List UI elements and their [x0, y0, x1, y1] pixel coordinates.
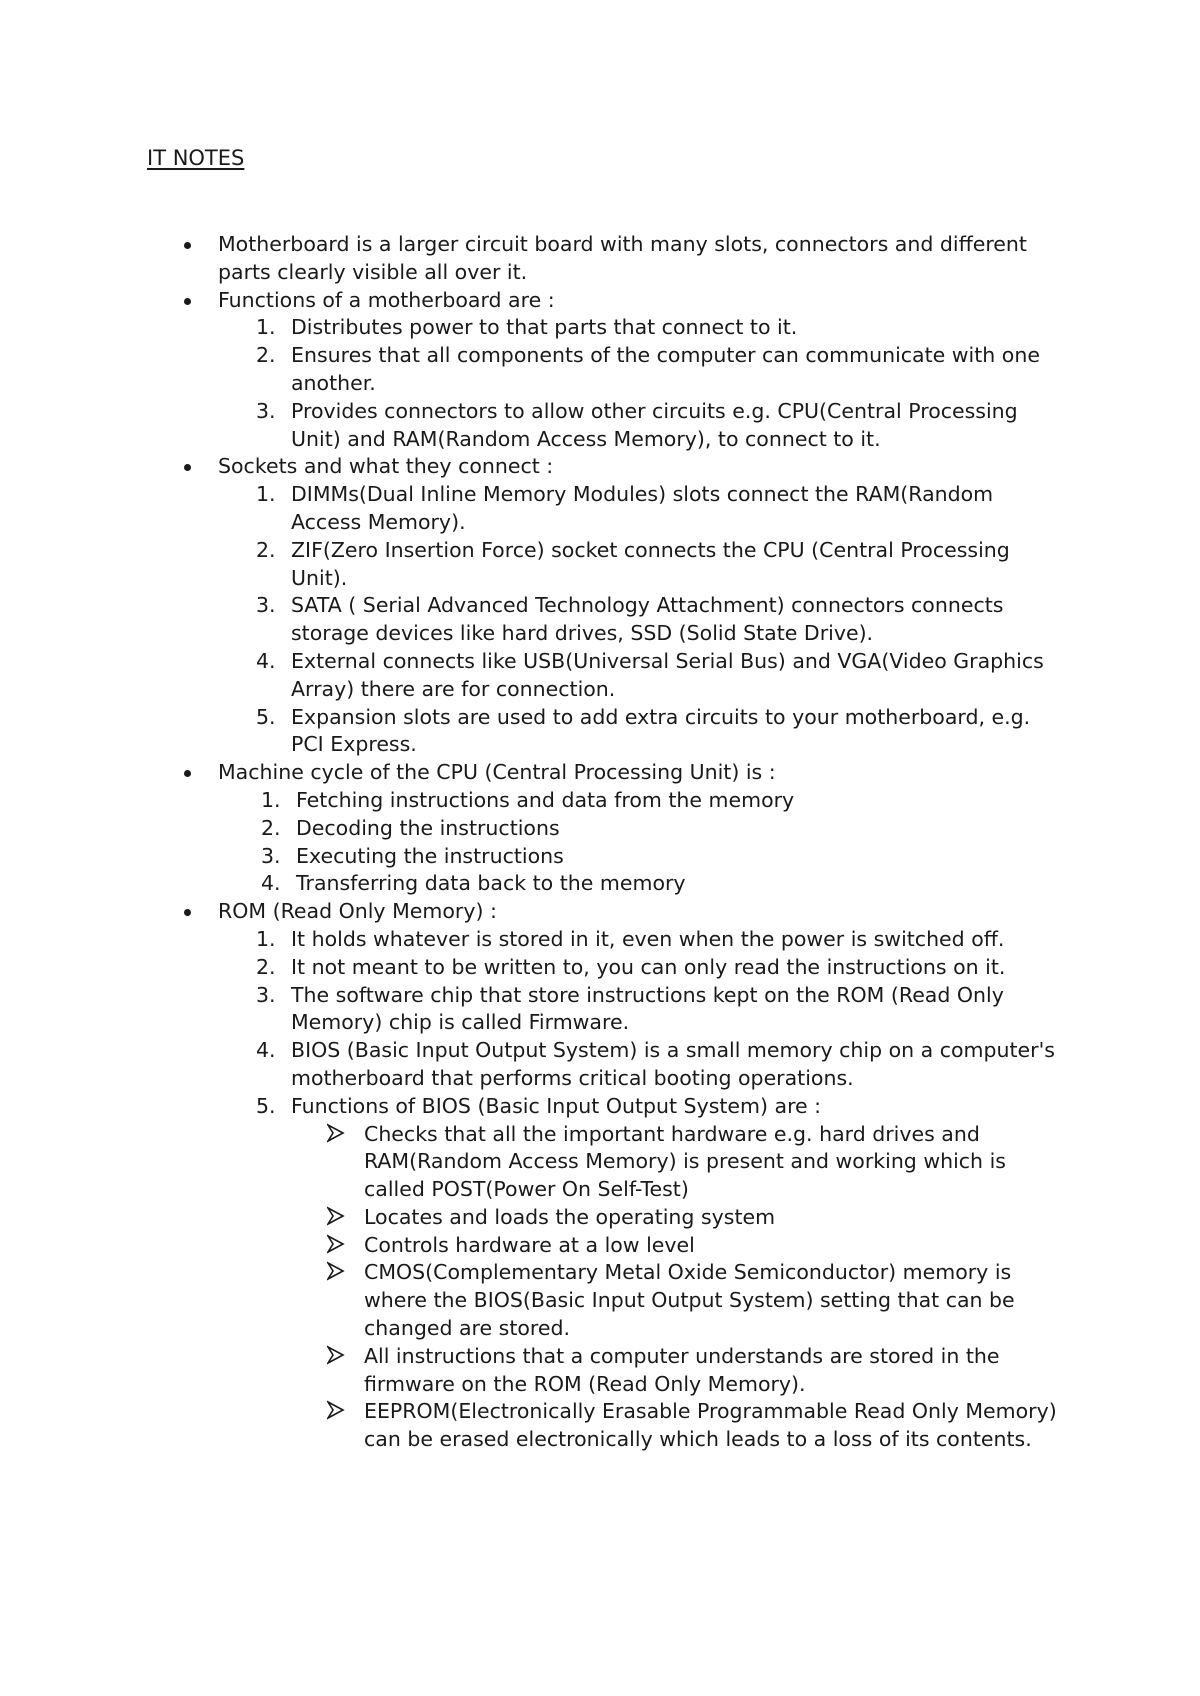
list-item-text: ZIF(Zero Insertion Force) socket connects the CPU (Central Processing Unit).	[291, 537, 1010, 590]
bullet-dot-icon	[184, 298, 191, 305]
bullet-item-rom	[0, 898, 1058, 1454]
bullet-text: Machine cycle of the CPU (Central Processing Unit) is :	[218, 760, 776, 785]
list-item	[0, 982, 1058, 1038]
arrow-bullet-icon	[327, 1345, 345, 1365]
list-item	[0, 537, 1058, 593]
list-number: 2.	[261, 815, 281, 840]
list-number: 3.	[256, 398, 276, 423]
list-item	[0, 926, 1058, 954]
bullet-dot-icon	[184, 464, 191, 471]
arrow-list-item	[0, 1343, 1058, 1399]
arrow-bullet-icon	[327, 1206, 345, 1226]
list-number: 3.	[261, 843, 281, 868]
list-item-text: Expansion slots are used to add extra circuits to your motherboard, e.g. PCI Express.	[291, 704, 1031, 757]
arrow-item-text: All instructions that a computer understands are stored in the firmware on the ROM (Read Only Memory).	[364, 1343, 1000, 1396]
list-item	[0, 954, 1058, 982]
list-item	[0, 592, 1058, 648]
arrow-list-item	[0, 1259, 1058, 1342]
list-number: 2.	[256, 537, 276, 562]
list-number: 2.	[256, 343, 276, 368]
list-item-text: Functions of BIOS (Basic Input Output System) are :	[291, 1093, 822, 1118]
list-item-text: Ensures that all components of the computer can communicate with one another.	[291, 343, 1040, 395]
list-number: 4.	[261, 871, 281, 896]
list-item	[0, 648, 1058, 704]
list-item-text: SATA ( Serial Advanced Technology Attachment) connectors connects storage devices like hard drives, SSD (Solid State Drive).	[291, 593, 1004, 646]
list-item	[0, 1093, 1058, 1454]
bullet-item-motherboard-functions	[0, 287, 1058, 454]
bullet-list	[0, 231, 1200, 1454]
list-item-text: External connects like USB(Universal Serial Bus) and VGA(Video Graphics Array) there are for connection.	[291, 648, 1044, 701]
list-number: 5.	[256, 704, 276, 729]
numbered-list	[0, 314, 1058, 453]
arrow-list	[0, 1121, 1058, 1455]
list-item	[0, 870, 1058, 898]
bullet-text: ROM (Read Only Memory) :	[218, 899, 497, 924]
list-item	[0, 314, 1058, 342]
bullet-item-motherboard	[0, 231, 1058, 287]
list-number: 3.	[256, 593, 276, 618]
arrow-list-item	[0, 1204, 1058, 1232]
list-item-text: Transferring data back to the memory	[296, 871, 686, 896]
list-item	[0, 1037, 1058, 1093]
arrow-item-text: Checks that all the important hardware e.g. hard drives and RAM(Random Access Memory) is present and working which is called POST(Power On Self-Test)	[364, 1121, 1006, 1202]
list-number: 1.	[261, 787, 281, 812]
arrow-bullet-icon	[327, 1400, 345, 1420]
list-item-text: Executing the instructions	[296, 843, 564, 868]
arrow-list-item	[0, 1232, 1058, 1260]
arrow-bullet-icon	[327, 1123, 345, 1143]
list-item-text: The software chip that store instructions kept on the ROM (Read Only Memory) chip is called Firmware.	[291, 982, 1004, 1035]
list-number: 1.	[256, 315, 276, 340]
bullet-text: Sockets and what they connect :	[218, 454, 554, 479]
list-item-text: DIMMs(Dual Inline Memory Modules) slots connect the RAM(Random Access Memory).	[291, 482, 994, 534]
list-item	[0, 704, 1058, 760]
list-item-text: It holds whatever is stored in it, even when the power is switched off.	[291, 926, 1005, 951]
bullet-text: Functions of a motherboard are :	[218, 287, 555, 312]
numbered-list	[0, 787, 1058, 898]
list-item-text: BIOS (Basic Input Output System) is a small memory chip on a computer's motherboard that performs critical booting operations.	[291, 1038, 1055, 1090]
list-item-text: It not meant to be written to, you can only read the instructions on it.	[291, 954, 1006, 979]
list-item	[0, 843, 1058, 871]
arrow-bullet-icon	[327, 1234, 345, 1254]
arrow-list-item	[0, 1121, 1058, 1204]
list-item-text: Distributes power to that parts that connect to it.	[291, 315, 798, 340]
numbered-list	[0, 481, 1058, 759]
list-number: 3.	[256, 982, 276, 1007]
bullet-item-sockets	[0, 453, 1058, 759]
list-number: 4.	[256, 648, 276, 673]
list-item-text: Decoding the instructions	[296, 815, 560, 840]
list-item-text: Fetching instructions and data from the memory	[296, 787, 795, 812]
list-number: 5.	[256, 1093, 276, 1118]
arrow-item-text: EEPROM(Electronically Erasable Programmable Read Only Memory) can be erased electronically which leads to a loss of its contents.	[364, 1399, 1057, 1452]
list-item	[0, 481, 1058, 537]
notes-content	[0, 231, 1200, 1454]
list-number: 1.	[256, 926, 276, 951]
list-number: 2.	[256, 954, 276, 979]
bullet-dot-icon	[184, 909, 191, 916]
list-item	[0, 398, 1058, 454]
list-number: 4.	[256, 1038, 276, 1063]
arrow-bullet-icon	[327, 1261, 345, 1281]
arrow-list-item	[0, 1398, 1058, 1454]
page-title: IT NOTES	[147, 146, 245, 170]
arrow-item-text: Locates and loads the operating system	[364, 1204, 776, 1229]
arrow-item-text: CMOS(Complementary Metal Oxide Semiconductor) memory is where the BIOS(Basic Input Output System) setting that can be changed are stored.	[364, 1260, 1015, 1341]
bullet-text: Motherboard is a larger circuit board with many slots, connectors and different parts clearly visible all over it.	[218, 232, 1027, 284]
bullet-dot-icon	[184, 770, 191, 777]
list-item	[0, 815, 1058, 843]
bullet-dot-icon	[184, 242, 191, 249]
list-item	[0, 787, 1058, 815]
list-item	[0, 342, 1058, 398]
list-number: 1.	[256, 482, 276, 507]
arrow-item-text: Controls hardware at a low level	[364, 1232, 695, 1257]
numbered-list	[0, 926, 1058, 1454]
bullet-item-machine-cycle	[0, 759, 1058, 898]
list-item-text: Provides connectors to allow other circuits e.g. CPU(Central Processing Unit) and RAM(Random Access Memory), to connect to it.	[291, 398, 1018, 451]
